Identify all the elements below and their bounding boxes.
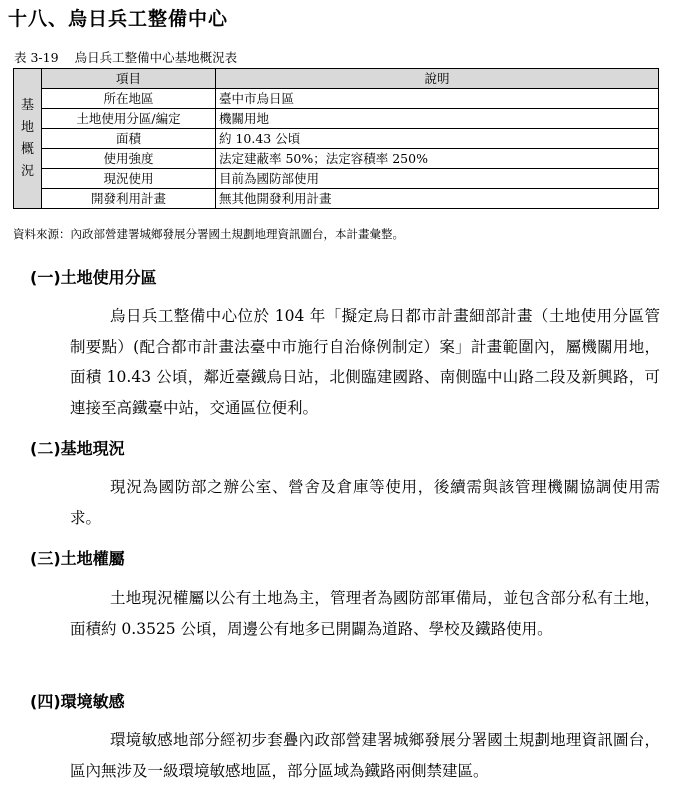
- table-cell-item: 使用強度: [42, 149, 216, 169]
- table-cell-item: 所在地區: [42, 89, 216, 109]
- table-row: [14, 129, 659, 149]
- section-body: 烏日兵工整備中心位於 104 年「擬定烏日都市計畫細部計畫（土地使用分區管制要點）(配合都市計畫法臺中市施行自治條例制定）案」計畫範圍內，屬機關用地，面積 10.43 公頃，鄰近臺鐵烏日站，北側臨建國路、南側臨中山路二段及新興路，可連接至高鐵臺中站，交通區位便利。: [70, 307, 660, 417]
- table-cell-desc: 機關用地: [216, 109, 659, 129]
- chapter-title: 十八、烏日兵工整備中心: [8, 8, 229, 30]
- table-row: [14, 109, 659, 129]
- table-cell-item: 現況使用: [42, 169, 216, 189]
- table-row: [14, 169, 659, 189]
- table-cell-item: 面積: [42, 129, 216, 149]
- table-caption: [14, 48, 237, 66]
- section-heading: (三)土地權屬: [30, 549, 125, 568]
- table-group-label: 基地概況: [20, 97, 34, 179]
- section-heading: (二)基地現況: [30, 439, 125, 458]
- section-body: 土地現況權屬以公有土地為主，管理者為國防部軍備局，並包含部分私有土地，面積約 0.3525 公頃，周邊公有地多已開闢為道路、學校及鐵路使用。: [70, 589, 660, 638]
- table-header-row: [14, 69, 659, 89]
- table-row: [14, 149, 659, 169]
- table-cell-desc: 目前為國防部使用: [216, 169, 659, 189]
- table-cell-item: 開發利用計畫: [42, 189, 216, 209]
- table-caption-number: 表 3-19: [14, 50, 59, 65]
- table-caption-title: 烏日兵工整備中心基地概況表: [74, 50, 238, 65]
- table-cell-desc: 臺中市烏日區: [216, 89, 659, 109]
- site-summary-table: [13, 68, 659, 209]
- section-body: 環境敏感地部分經初步套疊內政部營建署城鄉發展分署國土規劃地理資訊圖台，區內無涉及一級環境敏感地區，部分區域為鐵路兩側禁建區。: [70, 731, 660, 780]
- source-note: 資料來源：內政部營建署城鄉發展分署國土規劃地理資訊圖台，本計畫彙整。: [13, 227, 404, 241]
- table-header-item: 項目: [42, 69, 216, 89]
- table-cell-item: 土地使用分區/編定: [42, 109, 216, 129]
- section-heading: (一)土地使用分區: [30, 268, 157, 287]
- table-group-cell: [14, 69, 42, 209]
- table-row: [14, 189, 659, 209]
- table-row: [14, 89, 659, 109]
- table-cell-desc: 約 10.43 公頃: [216, 129, 659, 149]
- table-cell-desc: 法定建蔽率 50%；法定容積率 250%: [216, 149, 659, 169]
- table-header-desc: 說明: [216, 69, 659, 89]
- section-body: 現況為國防部之辦公室、營舍及倉庫等使用，後續需與該管理機關協調使用需求。: [70, 478, 660, 527]
- section-heading: (四)環境敏感: [30, 692, 125, 711]
- table-cell-desc: 無其他開發利用計畫: [216, 189, 659, 209]
